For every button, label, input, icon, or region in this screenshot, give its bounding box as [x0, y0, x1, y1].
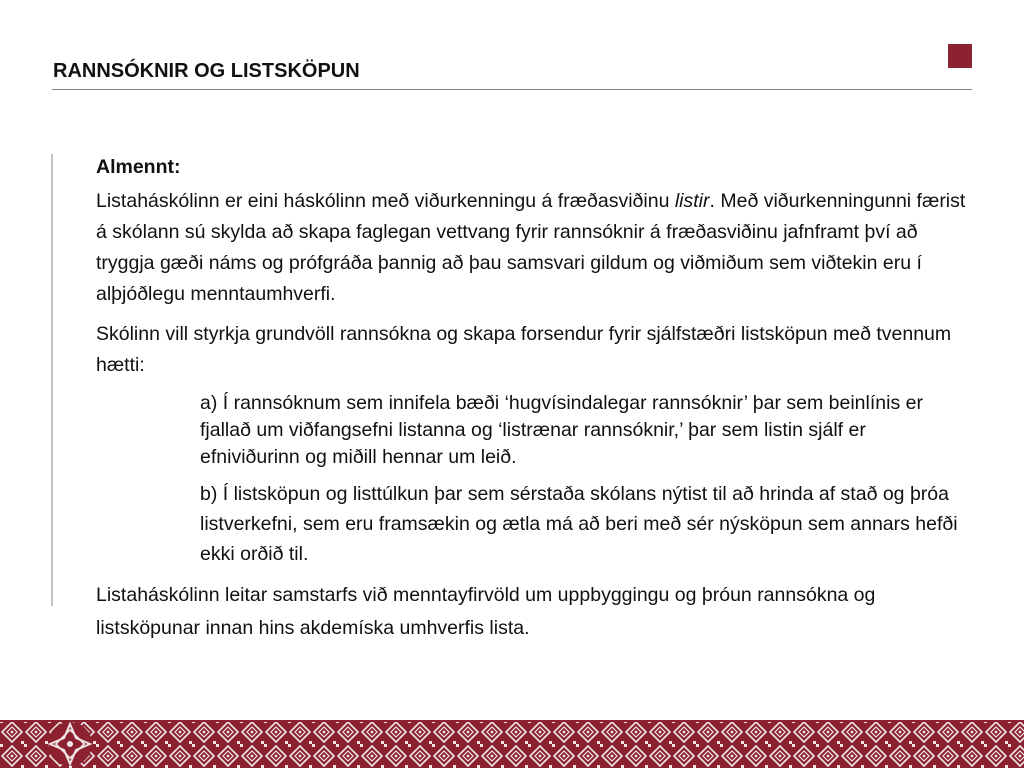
title-divider [52, 89, 972, 90]
decorative-pattern-band [0, 720, 1024, 768]
paragraph-research-ways: Skólinn vill styrkja grundvöll rannsókna og skapa forsendur fyrir sjálfstæðri listsköpun með tvennum hætti: [96, 323, 952, 376]
list-item-a: a) Í rannsóknum sem innifela bæði ‘hugvísindalegar rannsóknir’ þar sem beinlínis er fjallað um viðfangsefni listanna og ‘listrænar rannsóknir,’ þar sem listin sjálf er efniviðurinn og miðill hennar um leið. [200, 392, 923, 468]
paragraph-accreditation-text-2: . Með viðurkenningunni færist á skólann sú skylda að skapa faglegan vettvang fyrir rannsóknir á fræðasviðinu jafnframt því að tryggja gæði náms og prófgráða þannig að þau samsvari gildum og viðmiðum sem viðtekin eru í alþjóðlegu menntaumhverfi. [96, 190, 966, 305]
star-medallion-icon [48, 722, 92, 766]
paragraph-accreditation-italic: listir [674, 190, 710, 212]
paragraph-accreditation [96, 186, 966, 310]
section-heading: Almennt: [96, 156, 181, 178]
paragraph-collaboration: Listaháskólinn leitar samstarfs við menntayfirvöld um uppbyggingu og þróun rannsókna og listsköpunar innan hins akdemíska umhverfis lista. [96, 584, 876, 639]
paragraph-accreditation-text-1: Listaháskólinn er eini háskólinn með viðurkenningu á fræðasviðinu [96, 190, 675, 212]
content-body [96, 154, 966, 654]
content-side-bar [51, 154, 53, 606]
slide-title: RANNSÓKNIR OG LISTSKÖPUN [53, 60, 360, 82]
list-item-b: b) Í listsköpun og listtúlkun þar sem sérstaða skólans nýtist til að hrinda af stað og þróa listverkefni, sem eru framsækin og ætla má að beri með sér nýsköpun sem annars hefði ekki orðið til. [200, 483, 958, 565]
corner-accent-square [948, 44, 972, 68]
